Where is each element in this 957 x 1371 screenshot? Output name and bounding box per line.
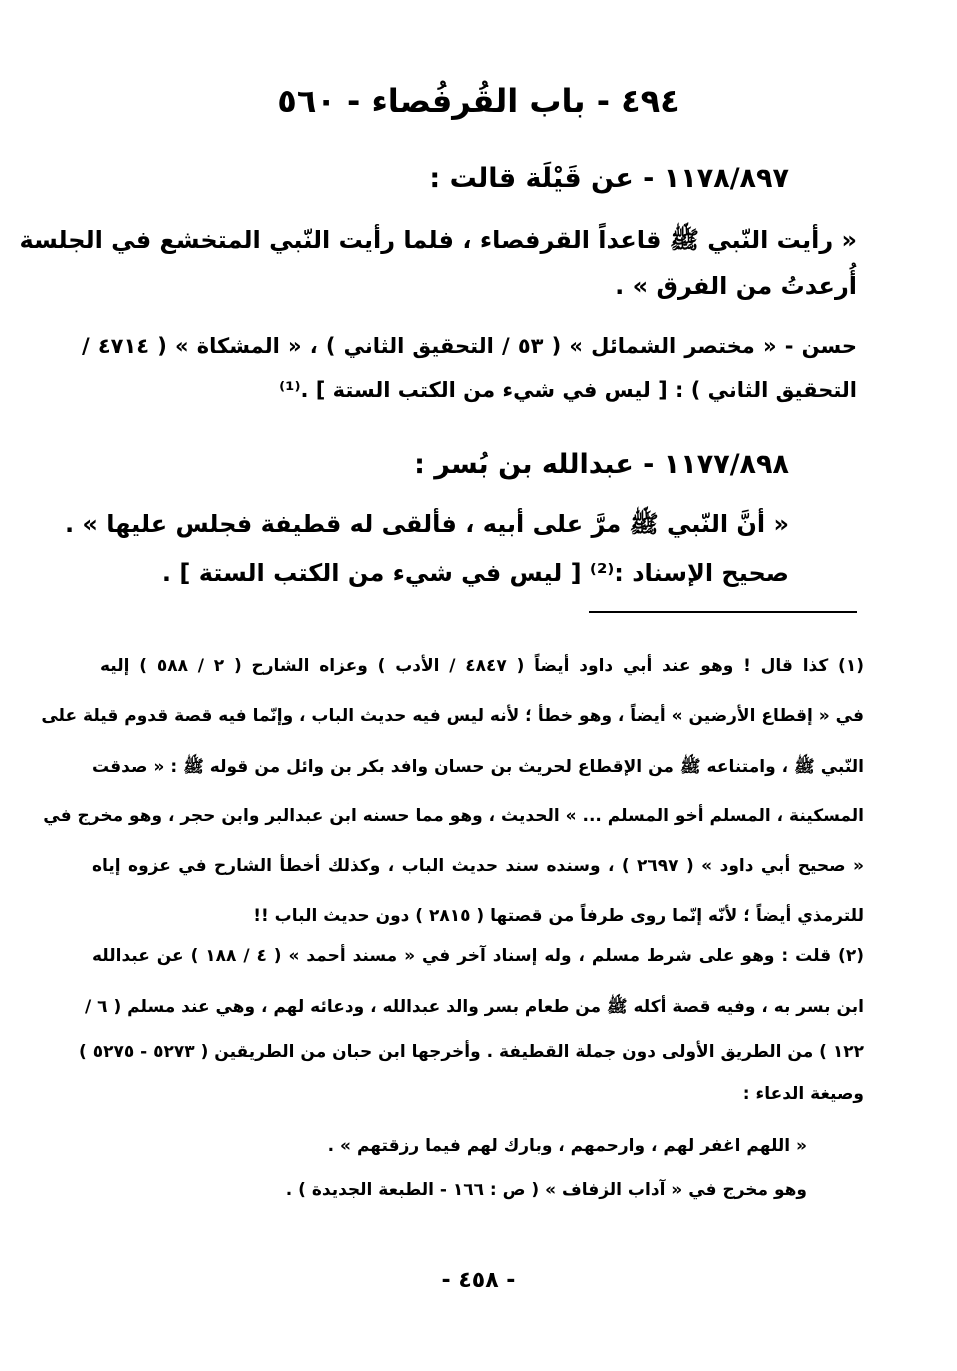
chapter-title: ٤٩٤ - باب القُرفُصاء - ٥٦٠ xyxy=(277,82,680,120)
hadith-text-line: أُرعدتُ من الفرق » . xyxy=(615,272,857,300)
hadith-grading-line: صحيح الإسناد :⁽²⁾ [ ليس في شيء من الكتب الستة ] . xyxy=(161,559,789,587)
footnote-separator xyxy=(97,611,857,613)
footnote-line: في « إقطاع الأرضين » أيضاً ، وهو خطأ ؛ لأنه ليس فيه حديث الباب ، وإنّما فيه قصة قدوم قيلة على xyxy=(41,706,864,726)
footnote-line: (٢) قلت : وهو على شرط مسلم ، وله إسناد آخر في « مسند أحمد » ( ٤ / ١٨٨ ) عن عبدالله xyxy=(92,946,864,966)
footnote-line: ابن بسر به ، وفيه قصة أكله ﷺ من طعام بسر والد عبدالله ، ودعائه لهم ، وهي عند مسلم ( ٦ / xyxy=(85,997,864,1017)
hadith-grading-line: التحقيق الثاني ) : [ ليس في شيء من الكتب الستة ] .⁽¹⁾ xyxy=(279,378,857,402)
hadith-heading: ١١٧٧/٨٩٨ - عبدالله بن بُسر : xyxy=(414,449,789,480)
footnote-line: للترمذي أيضاً ؛ لأنّه إنّما روى طرفاً من قصتها ( ٢٨١٥ ) دون حديث الباب !! xyxy=(253,906,864,926)
footnote-line: النّبي ﷺ ، وامتناعه ﷺ من الإقطاع لحريث بن حسان وافد بكر بن وائل من قوله ﷺ : « صدقت xyxy=(92,757,864,777)
hadith-text-line: « أنَّ النّبي ﷺ مرَّ على أبيه ، فألقى له قطيفة فجلس عليها » . xyxy=(64,510,789,538)
footnote-line: وصيغة الدعاء : xyxy=(742,1084,864,1104)
hadith-heading: ١١٧٨/٨٩٧ - عن قَيْلَة قالت : xyxy=(429,163,789,194)
hadith-text-line: « رأيت النّبي ﷺ قاعداً القرفصاء ، فلما رأيت النّبي المتخشع في الجلسة xyxy=(19,226,857,254)
footnote-line: المسكينة ، المسلم أخو المسلم ... » الحديث ، وهو مما حسنه ابن عبدالبر وابن حجر ، وهو مخرج في xyxy=(43,806,864,826)
hadith-grading-line: حسن - « مختصر الشمائل » ( ٥٣ / التحقيق الثاني ) ، « المشكاة » ( ٤٧١٤ / xyxy=(82,334,857,358)
footnote-line: وهو مخرج في « آداب الزفاف » ( ص : ١٦٦ - الطبعة الجديدة ) . xyxy=(285,1180,807,1200)
footnote-line: ١٢٢ ) من الطريق الأولى دون جملة القطيفة . وأخرجها ابن حبان من الطريقين ( ٥٢٧٣ - ٥٢٧٥ ) xyxy=(79,1042,864,1062)
footnote-line: (١) كذا قال ! وهو عند أبي داود أيضاً ( ٤٨٤٧ / الأدب ) وعزاه الشارح ( ٢ / ٥٨٨ ) إليه xyxy=(100,656,864,676)
footnote-line: « صحيح أبي داود » ( ٢٦٩٧ ) ، وسنده سند حديث الباب ، وكذلك أخطأ الشارح في عزوه إياه xyxy=(92,856,864,876)
page-number: - ٤٥٨ - xyxy=(441,1268,516,1293)
footnote-line: « اللهم اغفر لهم ، وارحمهم ، وبارك لهم فيما رزقتهم » . xyxy=(327,1136,807,1156)
